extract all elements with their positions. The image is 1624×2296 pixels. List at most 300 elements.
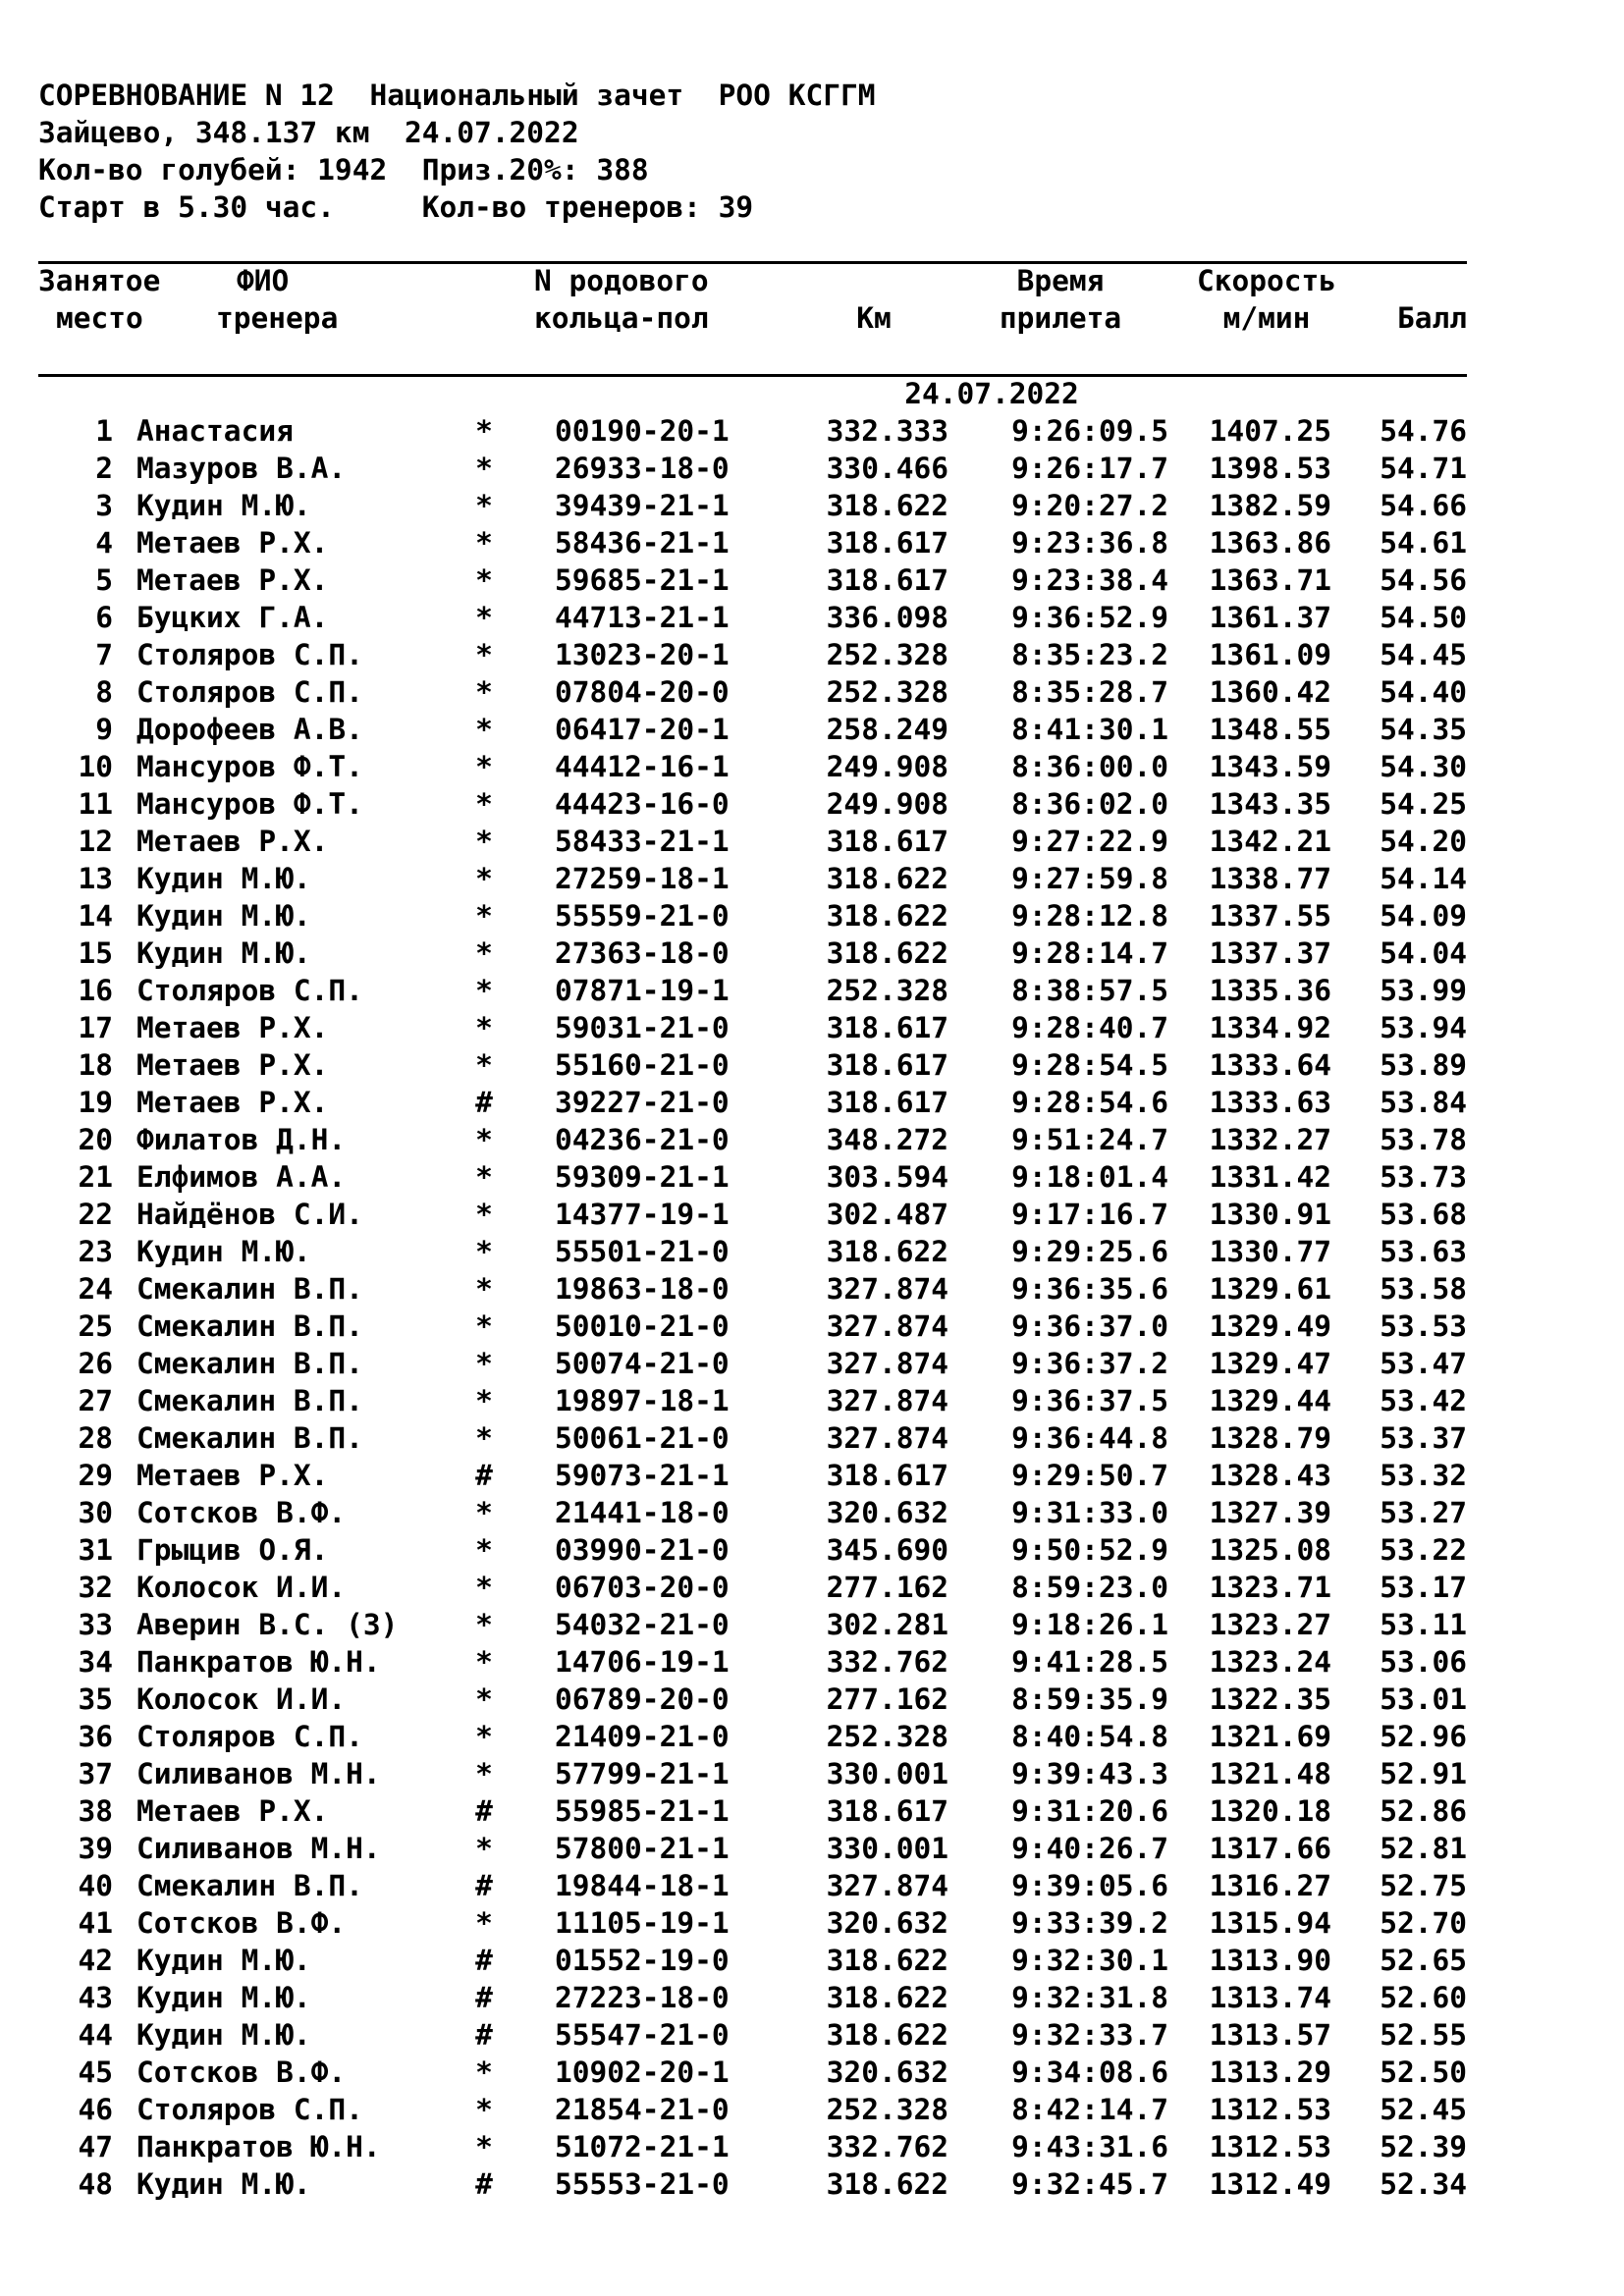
row-arrival-time: 9:34:08.6 [1011, 2056, 1168, 2089]
row-ring-number: 13023-20-1 [555, 638, 730, 671]
row-ring-number: 11105-19-1 [555, 1906, 730, 1940]
row-ring-number: 07804-20-0 [555, 675, 730, 709]
row-arrival-time: 9:18:26.1 [1011, 1608, 1168, 1641]
row-score: 53.22 [1380, 1533, 1467, 1567]
row-score: 52.60 [1380, 1981, 1467, 2014]
row-ring-number: 57800-21-1 [555, 1832, 730, 1865]
row-mark: * [475, 489, 493, 522]
row-ring-number: 27259-18-1 [555, 862, 730, 895]
row-speed: 1315.94 [1209, 1906, 1331, 1940]
race-date-label: 24.07.2022 [904, 377, 1079, 410]
row-mark: * [475, 862, 493, 895]
row-score: 54.25 [1380, 787, 1467, 821]
row-ring-number: 59685-21-1 [555, 563, 730, 597]
pigeon-count-line: Кол-во голубей: 1942 Приз.20%: 388 [38, 153, 649, 187]
row-score: 54.14 [1380, 862, 1467, 895]
row-trainer-name: Смекалин В.П. [136, 1384, 363, 1417]
col-name-label-1: ФИО [237, 264, 290, 297]
row-trainer-name: Грыцив О.Я. [136, 1533, 329, 1567]
row-score: 52.50 [1380, 2056, 1467, 2089]
row-distance-km: 330.001 [826, 1832, 948, 1865]
row-trainer-name: Метаев Р.Х. [136, 825, 329, 858]
row-mark: # [475, 2018, 493, 2052]
row-trainer-name: Кудин М.Ю. [136, 899, 311, 933]
row-arrival-time: 8:36:00.0 [1011, 750, 1168, 783]
row-mark: * [475, 1123, 493, 1156]
row-ring-number: 59031-21-0 [555, 1011, 730, 1044]
row-trainer-name: Силиванов М.Н. [136, 1832, 381, 1865]
row-ring-number: 27223-18-0 [555, 1981, 730, 2014]
row-place: 7 [95, 638, 113, 671]
col-speed-label-2: м/мин [1222, 301, 1311, 335]
row-speed: 1333.64 [1209, 1048, 1331, 1082]
row-ring-number: 06703-20-0 [555, 1571, 730, 1604]
row-arrival-time: 9:36:35.6 [1011, 1272, 1168, 1306]
row-trainer-name: Смекалин В.П. [136, 1272, 363, 1306]
row-ring-number: 19844-18-1 [555, 1869, 730, 1902]
row-arrival-time: 8:59:35.9 [1011, 1682, 1168, 1716]
row-ring-number: 59073-21-1 [555, 1459, 730, 1492]
row-place: 38 [78, 1794, 113, 1828]
row-arrival-time: 9:36:37.2 [1011, 1347, 1168, 1380]
row-arrival-time: 9:29:25.6 [1011, 1235, 1168, 1268]
row-trainer-name: Мансуров Ф.Т. [136, 787, 363, 821]
row-distance-km: 327.874 [826, 1869, 948, 1902]
row-ring-number: 55547-21-0 [555, 2018, 730, 2052]
row-place: 15 [78, 936, 113, 970]
row-place: 12 [78, 825, 113, 858]
row-mark: * [475, 1496, 493, 1529]
row-arrival-time: 9:17:16.7 [1011, 1198, 1168, 1231]
row-distance-km: 318.622 [826, 2167, 948, 2201]
start-time-line: Старт в 5.30 час. Кол-во тренеров: 39 [38, 190, 754, 224]
row-ring-number: 39227-21-0 [555, 1086, 730, 1119]
row-trainer-name: Смекалин В.П. [136, 1421, 363, 1455]
row-ring-number: 57799-21-1 [555, 1757, 730, 1790]
row-ring-number: 44412-16-1 [555, 750, 730, 783]
row-place: 20 [78, 1123, 113, 1156]
row-distance-km: 336.098 [826, 601, 948, 634]
row-mark: * [475, 1048, 493, 1082]
row-place: 37 [78, 1757, 113, 1790]
row-distance-km: 252.328 [826, 974, 948, 1007]
row-place: 31 [78, 1533, 113, 1567]
col-time-label-1: Время [1016, 264, 1105, 297]
row-trainer-name: Столяров С.П. [136, 974, 363, 1007]
row-arrival-time: 9:41:28.5 [1011, 1645, 1168, 1679]
row-mark: # [475, 1459, 493, 1492]
row-mark: * [475, 414, 493, 448]
row-arrival-time: 9:28:14.7 [1011, 936, 1168, 970]
row-ring-number: 19897-18-1 [555, 1384, 730, 1417]
row-score: 53.94 [1380, 1011, 1467, 1044]
row-ring-number: 50061-21-0 [555, 1421, 730, 1455]
row-score: 53.11 [1380, 1608, 1467, 1641]
row-speed: 1333.63 [1209, 1086, 1331, 1119]
row-score: 54.71 [1380, 452, 1467, 485]
row-speed: 1363.71 [1209, 563, 1331, 597]
row-ring-number: 04236-21-0 [555, 1123, 730, 1156]
row-arrival-time: 9:36:44.8 [1011, 1421, 1168, 1455]
row-trainer-name: Кудин М.Ю. [136, 1944, 311, 1977]
col-name-label-2: тренера [216, 301, 339, 335]
row-score: 53.42 [1380, 1384, 1467, 1417]
row-trainer-name: Филатов Д.Н. [136, 1123, 347, 1156]
row-mark: # [475, 1869, 493, 1902]
row-score: 54.61 [1380, 526, 1467, 560]
row-score: 54.30 [1380, 750, 1467, 783]
row-ring-number: 55559-21-0 [555, 899, 730, 933]
row-distance-km: 249.908 [826, 750, 948, 783]
row-arrival-time: 9:51:24.7 [1011, 1123, 1168, 1156]
row-score: 53.99 [1380, 974, 1467, 1007]
row-trainer-name: Кудин М.Ю. [136, 1981, 311, 2014]
row-ring-number: 59309-21-1 [555, 1160, 730, 1194]
row-distance-km: 252.328 [826, 1720, 948, 1753]
row-arrival-time: 9:32:30.1 [1011, 1944, 1168, 1977]
row-place: 6 [95, 601, 113, 634]
row-distance-km: 302.487 [826, 1198, 948, 1231]
col-place-label-1: Занятое [38, 264, 161, 297]
row-place: 48 [78, 2167, 113, 2201]
col-ring-label-2: кольца-пол [534, 301, 709, 335]
row-ring-number: 51072-21-1 [555, 2130, 730, 2163]
row-mark: * [475, 1832, 493, 1865]
row-mark: * [475, 1608, 493, 1641]
row-distance-km: 318.617 [826, 1459, 948, 1492]
row-ring-number: 44423-16-0 [555, 787, 730, 821]
row-mark: # [475, 1086, 493, 1119]
row-arrival-time: 9:23:38.4 [1011, 563, 1168, 597]
row-arrival-time: 9:28:54.5 [1011, 1048, 1168, 1082]
row-speed: 1343.35 [1209, 787, 1331, 821]
row-arrival-time: 9:36:37.5 [1011, 1384, 1168, 1417]
row-score: 53.47 [1380, 1347, 1467, 1380]
row-score: 53.32 [1380, 1459, 1467, 1492]
row-score: 54.50 [1380, 601, 1467, 634]
row-place: 32 [78, 1571, 113, 1604]
row-place: 34 [78, 1645, 113, 1679]
col-time-label-2: прилета [999, 301, 1122, 335]
col-place-label-2: место [56, 301, 143, 335]
row-distance-km: 318.617 [826, 526, 948, 560]
row-speed: 1321.48 [1209, 1757, 1331, 1790]
row-score: 52.65 [1380, 1944, 1467, 1977]
row-speed: 1328.43 [1209, 1459, 1331, 1492]
row-score: 54.35 [1380, 713, 1467, 746]
row-speed: 1323.27 [1209, 1608, 1331, 1641]
row-score: 53.37 [1380, 1421, 1467, 1455]
row-ring-number: 58436-21-1 [555, 526, 730, 560]
row-distance-km: 249.908 [826, 787, 948, 821]
col-ring-label-1: N родового [534, 264, 709, 297]
row-trainer-name: Сотсков В.Ф. [136, 1906, 347, 1940]
row-speed: 1312.53 [1209, 2093, 1331, 2126]
row-place: 9 [95, 713, 113, 746]
row-distance-km: 277.162 [826, 1682, 948, 1716]
row-trainer-name: Мансуров Ф.Т. [136, 750, 363, 783]
row-arrival-time: 9:18:01.4 [1011, 1160, 1168, 1194]
row-trainer-name: Смекалин В.П. [136, 1309, 363, 1343]
row-speed: 1313.57 [1209, 2018, 1331, 2052]
row-speed: 1316.27 [1209, 1869, 1331, 1902]
row-ring-number: 14377-19-1 [555, 1198, 730, 1231]
row-score: 53.58 [1380, 1272, 1467, 1306]
row-distance-km: 332.762 [826, 1645, 948, 1679]
row-score: 53.73 [1380, 1160, 1467, 1194]
row-speed: 1360.42 [1209, 675, 1331, 709]
row-trainer-name: Метаев Р.Х. [136, 526, 329, 560]
row-ring-number: 26933-18-0 [555, 452, 730, 485]
row-distance-km: 327.874 [826, 1384, 948, 1417]
row-distance-km: 318.617 [826, 825, 948, 858]
row-trainer-name: Смекалин В.П. [136, 1869, 363, 1902]
row-speed: 1313.74 [1209, 1981, 1331, 2014]
row-trainer-name: Столяров С.П. [136, 638, 363, 671]
row-distance-km: 318.617 [826, 1048, 948, 1082]
row-trainer-name: Кудин М.Ю. [136, 1235, 311, 1268]
row-score: 52.75 [1380, 1869, 1467, 1902]
row-score: 54.66 [1380, 489, 1467, 522]
row-ring-number: 01552-19-0 [555, 1944, 730, 1977]
row-distance-km: 252.328 [826, 675, 948, 709]
row-ring-number: 50010-21-0 [555, 1309, 730, 1343]
row-speed: 1398.53 [1209, 452, 1331, 485]
row-trainer-name: Метаев Р.Х. [136, 563, 329, 597]
row-speed: 1363.86 [1209, 526, 1331, 560]
row-speed: 1329.47 [1209, 1347, 1331, 1380]
row-place: 18 [78, 1048, 113, 1082]
row-place: 47 [78, 2130, 113, 2163]
row-place: 11 [78, 787, 113, 821]
row-place: 23 [78, 1235, 113, 1268]
row-distance-km: 318.617 [826, 1086, 948, 1119]
row-mark: * [475, 1645, 493, 1679]
row-place: 14 [78, 899, 113, 933]
row-place: 17 [78, 1011, 113, 1044]
row-distance-km: 302.281 [826, 1608, 948, 1641]
row-place: 16 [78, 974, 113, 1007]
row-distance-km: 320.632 [826, 1906, 948, 1940]
row-mark: * [475, 1533, 493, 1567]
row-place: 2 [95, 452, 113, 485]
row-distance-km: 327.874 [826, 1309, 948, 1343]
row-score: 53.63 [1380, 1235, 1467, 1268]
row-ring-number: 55553-21-0 [555, 2167, 730, 2201]
row-trainer-name: Метаев Р.Х. [136, 1459, 329, 1492]
row-score: 54.40 [1380, 675, 1467, 709]
row-distance-km: 332.762 [826, 2130, 948, 2163]
row-distance-km: 303.594 [826, 1160, 948, 1194]
row-ring-number: 21854-21-0 [555, 2093, 730, 2126]
row-ring-number: 44713-21-1 [555, 601, 730, 634]
row-speed: 1361.09 [1209, 638, 1331, 671]
row-mark: * [475, 1235, 493, 1268]
row-ring-number: 55501-21-0 [555, 1235, 730, 1268]
row-mark: * [475, 1198, 493, 1231]
row-mark: * [475, 750, 493, 783]
row-mark: * [475, 1682, 493, 1716]
row-trainer-name: Столяров С.П. [136, 1720, 363, 1753]
row-score: 53.27 [1380, 1496, 1467, 1529]
row-speed: 1312.49 [1209, 2167, 1331, 2201]
row-arrival-time: 9:28:12.8 [1011, 899, 1168, 933]
row-arrival-time: 9:28:40.7 [1011, 1011, 1168, 1044]
row-speed: 1329.49 [1209, 1309, 1331, 1343]
row-place: 41 [78, 1906, 113, 1940]
row-distance-km: 318.622 [826, 2018, 948, 2052]
row-distance-km: 318.617 [826, 1794, 948, 1828]
row-speed: 1361.37 [1209, 601, 1331, 634]
row-trainer-name: Столяров С.П. [136, 2093, 363, 2126]
row-place: 42 [78, 1944, 113, 1977]
row-score: 54.04 [1380, 936, 1467, 970]
row-mark: * [475, 1571, 493, 1604]
row-arrival-time: 8:59:23.0 [1011, 1571, 1168, 1604]
row-mark: * [475, 2056, 493, 2089]
row-score: 52.55 [1380, 2018, 1467, 2052]
row-trainer-name: Кудин М.Ю. [136, 862, 311, 895]
row-mark: # [475, 1944, 493, 1977]
row-place: 25 [78, 1309, 113, 1343]
row-speed: 1337.37 [1209, 936, 1331, 970]
row-place: 40 [78, 1869, 113, 1902]
row-score: 53.78 [1380, 1123, 1467, 1156]
row-trainer-name: Панкратов Ю.Н. [136, 2130, 381, 2163]
row-mark: * [475, 452, 493, 485]
row-place: 22 [78, 1198, 113, 1231]
row-mark: * [475, 899, 493, 933]
row-distance-km: 332.333 [826, 414, 948, 448]
header-bottom-rule [38, 374, 1467, 377]
row-speed: 1313.29 [1209, 2056, 1331, 2089]
row-arrival-time: 9:50:52.9 [1011, 1533, 1168, 1567]
row-arrival-time: 8:36:02.0 [1011, 787, 1168, 821]
row-distance-km: 318.622 [826, 1235, 948, 1268]
row-mark: * [475, 974, 493, 1007]
row-place: 39 [78, 1832, 113, 1865]
row-score: 52.81 [1380, 1832, 1467, 1865]
row-speed: 1335.36 [1209, 974, 1331, 1007]
row-arrival-time: 9:29:50.7 [1011, 1459, 1168, 1492]
row-mark: * [475, 713, 493, 746]
row-mark: * [475, 563, 493, 597]
row-trainer-name: Сотсков В.Ф. [136, 2056, 347, 2089]
row-score: 54.20 [1380, 825, 1467, 858]
row-distance-km: 318.622 [826, 936, 948, 970]
row-place: 21 [78, 1160, 113, 1194]
row-mark: * [475, 1272, 493, 1306]
row-trainer-name: Дорофеев А.В. [136, 713, 363, 746]
row-mark: * [475, 825, 493, 858]
row-distance-km: 318.617 [826, 563, 948, 597]
row-place: 36 [78, 1720, 113, 1753]
row-trainer-name: Смекалин В.П. [136, 1347, 363, 1380]
row-distance-km: 318.622 [826, 899, 948, 933]
row-speed: 1330.91 [1209, 1198, 1331, 1231]
row-ring-number: 55985-21-1 [555, 1794, 730, 1828]
row-mark: # [475, 2167, 493, 2201]
row-speed: 1313.90 [1209, 1944, 1331, 1977]
col-km-label: Км [856, 301, 892, 335]
row-place: 19 [78, 1086, 113, 1119]
row-mark: * [475, 936, 493, 970]
row-distance-km: 252.328 [826, 2093, 948, 2126]
row-score: 53.68 [1380, 1198, 1467, 1231]
row-mark: * [475, 1384, 493, 1417]
row-place: 3 [95, 489, 113, 522]
row-score: 53.06 [1380, 1645, 1467, 1679]
row-arrival-time: 8:40:54.8 [1011, 1720, 1168, 1753]
row-distance-km: 327.874 [826, 1272, 948, 1306]
row-place: 30 [78, 1496, 113, 1529]
row-ring-number: 55160-21-0 [555, 1048, 730, 1082]
row-arrival-time: 9:32:45.7 [1011, 2167, 1168, 2201]
row-place: 8 [95, 675, 113, 709]
row-distance-km: 320.632 [826, 1496, 948, 1529]
row-score: 54.45 [1380, 638, 1467, 671]
row-distance-km: 320.632 [826, 2056, 948, 2089]
row-trainer-name: Колосок И.И. [136, 1571, 347, 1604]
row-ring-number: 19863-18-0 [555, 1272, 730, 1306]
row-place: 35 [78, 1682, 113, 1716]
row-ring-number: 27363-18-0 [555, 936, 730, 970]
row-arrival-time: 9:32:33.7 [1011, 2018, 1168, 2052]
row-trainer-name: Метаев Р.Х. [136, 1086, 329, 1119]
row-place: 1 [95, 414, 113, 448]
competition-title: СОРЕВНОВАНИЕ N 12 Национальный зачет РОО КСГГМ [38, 79, 876, 112]
row-distance-km: 318.622 [826, 1944, 948, 1977]
row-place: 28 [78, 1421, 113, 1455]
row-ring-number: 58433-21-1 [555, 825, 730, 858]
row-trainer-name: Силиванов М.Н. [136, 1757, 381, 1790]
row-arrival-time: 9:31:20.6 [1011, 1794, 1168, 1828]
row-trainer-name: Метаев Р.Х. [136, 1048, 329, 1082]
row-ring-number: 10902-20-1 [555, 2056, 730, 2089]
row-distance-km: 318.622 [826, 862, 948, 895]
row-trainer-name: Панкратов Ю.Н. [136, 1645, 381, 1679]
row-arrival-time: 9:36:52.9 [1011, 601, 1168, 634]
row-mark: * [475, 601, 493, 634]
row-score: 52.39 [1380, 2130, 1467, 2163]
row-speed: 1320.18 [1209, 1794, 1331, 1828]
row-mark: * [475, 1347, 493, 1380]
row-ring-number: 50074-21-0 [555, 1347, 730, 1380]
row-place: 26 [78, 1347, 113, 1380]
row-trainer-name: Кудин М.Ю. [136, 2018, 311, 2052]
row-arrival-time: 9:43:31.6 [1011, 2130, 1168, 2163]
row-place: 46 [78, 2093, 113, 2126]
row-distance-km: 348.272 [826, 1123, 948, 1156]
row-score: 53.01 [1380, 1682, 1467, 1716]
row-mark: * [475, 1906, 493, 1940]
row-speed: 1317.66 [1209, 1832, 1331, 1865]
row-score: 53.17 [1380, 1571, 1467, 1604]
row-score: 52.45 [1380, 2093, 1467, 2126]
row-arrival-time: 9:32:31.8 [1011, 1981, 1168, 2014]
row-score: 53.84 [1380, 1086, 1467, 1119]
row-trainer-name: Буцких Г.А. [136, 601, 329, 634]
row-mark: * [475, 2130, 493, 2163]
row-mark: # [475, 1981, 493, 2014]
row-ring-number: 03990-21-0 [555, 1533, 730, 1567]
row-arrival-time: 9:23:36.8 [1011, 526, 1168, 560]
row-score: 52.86 [1380, 1794, 1467, 1828]
row-score: 52.91 [1380, 1757, 1467, 1790]
row-place: 13 [78, 862, 113, 895]
row-arrival-time: 9:39:05.6 [1011, 1869, 1168, 1902]
release-point-line: Зайцево, 348.137 км 24.07.2022 [38, 116, 579, 149]
